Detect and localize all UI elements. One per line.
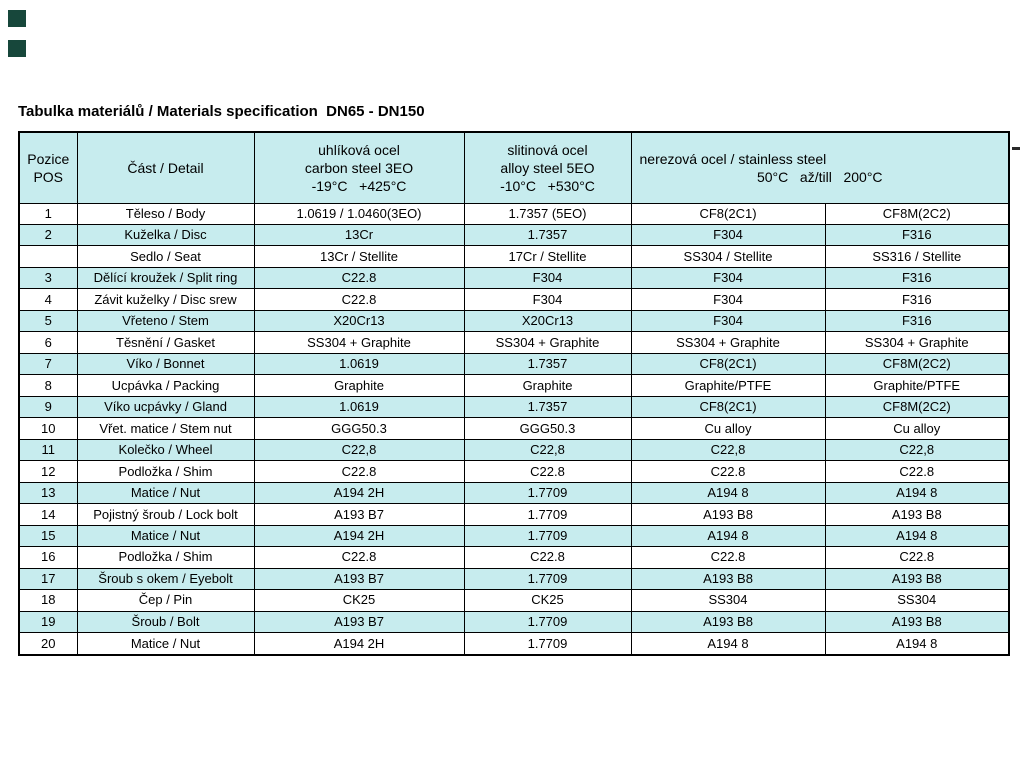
table-row	[19, 310, 1009, 331]
cell-stainless-cf8: C22.8	[631, 461, 825, 482]
column-header-stainless	[631, 132, 1009, 203]
cell-stainless-cf8: A194 8	[631, 633, 825, 655]
cell-pos: 1	[19, 203, 77, 224]
cell-stainless-cf8m: A194 8	[825, 482, 1009, 503]
table-row	[19, 375, 1009, 396]
cell-stainless-cf8m: SS316 / Stellite	[825, 246, 1009, 267]
cell-stainless-cf8m: A193 B8	[825, 568, 1009, 589]
cell-pos: 19	[19, 611, 77, 632]
cell-stainless-cf8: CF8(2C1)	[631, 396, 825, 417]
cell-alloy-steel: C22,8	[464, 439, 631, 460]
cell-pos: 10	[19, 418, 77, 439]
cell-pos: 9	[19, 396, 77, 417]
cell-alloy-steel: 17Cr / Stellite	[464, 246, 631, 267]
cell-stainless-cf8: F304	[631, 224, 825, 245]
table-row	[19, 396, 1009, 417]
cell-part: Těleso / Body	[77, 203, 254, 224]
cell-stainless-cf8m: F316	[825, 289, 1009, 310]
cell-stainless-cf8m: CF8M(2C2)	[825, 396, 1009, 417]
cell-stainless-cf8: SS304 + Graphite	[631, 332, 825, 353]
table-body	[19, 203, 1009, 655]
cell-carbon-steel: C22.8	[254, 461, 464, 482]
cell-stainless-cf8m: A194 8	[825, 633, 1009, 655]
cell-stainless-cf8m: CF8M(2C2)	[825, 203, 1009, 224]
cell-part: Závit kuželky / Disc srew	[77, 289, 254, 310]
column-header-pos	[19, 132, 77, 203]
cell-part: Podložka / Shim	[77, 461, 254, 482]
cell-part: Víko / Bonnet	[77, 353, 254, 374]
cell-part: Matice / Nut	[77, 525, 254, 546]
column-header-line: carbon steel 3EO	[304, 159, 414, 176]
table-row	[19, 482, 1009, 503]
cell-pos: 14	[19, 504, 77, 525]
cell-stainless-cf8: A193 B8	[631, 568, 825, 589]
table-row	[19, 611, 1009, 632]
cell-pos	[19, 246, 77, 267]
table-row	[19, 224, 1009, 245]
cell-pos: 2	[19, 224, 77, 245]
cell-part: Šroub / Bolt	[77, 611, 254, 632]
cell-stainless-cf8: C22,8	[631, 439, 825, 460]
column-header-line: -19°C +425°C	[311, 177, 407, 194]
cell-carbon-steel: C22.8	[254, 289, 464, 310]
table-row	[19, 332, 1009, 353]
cell-carbon-steel: 1.0619	[254, 396, 464, 417]
column-header-carbon	[254, 132, 464, 203]
cell-stainless-cf8: A194 8	[631, 482, 825, 503]
column-header-line: -10°C +530°C	[500, 177, 595, 194]
cell-pos: 6	[19, 332, 77, 353]
cell-pos: 17	[19, 568, 77, 589]
cell-stainless-cf8m: F316	[825, 224, 1009, 245]
cell-stainless-cf8: CF8(2C1)	[631, 203, 825, 224]
cell-carbon-steel: C22,8	[254, 439, 464, 460]
cell-part: Víko ucpávky / Gland	[77, 396, 254, 417]
cell-part: Čep / Pin	[77, 590, 254, 611]
cell-stainless-cf8: F304	[631, 289, 825, 310]
cell-stainless-cf8: SS304 / Stellite	[631, 246, 825, 267]
table-row	[19, 504, 1009, 525]
cell-part: Ucpávka / Packing	[77, 375, 254, 396]
cell-alloy-steel: F304	[464, 267, 631, 288]
table-row	[19, 439, 1009, 460]
cell-stainless-cf8m: A193 B8	[825, 611, 1009, 632]
cell-alloy-steel: C22.8	[464, 461, 631, 482]
cell-part: Dělící kroužek / Split ring	[77, 267, 254, 288]
column-header-line: nerezová ocel / stainless steel	[639, 150, 827, 167]
table-header	[19, 132, 1009, 203]
table-row	[19, 418, 1009, 439]
cell-alloy-steel: 1.7709	[464, 504, 631, 525]
scan-mark-square	[8, 40, 26, 57]
table-row	[19, 525, 1009, 546]
cell-stainless-cf8m: Cu alloy	[825, 418, 1009, 439]
cell-carbon-steel: A193 B7	[254, 568, 464, 589]
cell-alloy-steel: 1.7709	[464, 568, 631, 589]
cell-stainless-cf8m: C22.8	[825, 461, 1009, 482]
cell-part: Vřeteno / Stem	[77, 310, 254, 331]
materials-table	[18, 131, 1010, 656]
cell-pos: 7	[19, 353, 77, 374]
cell-stainless-cf8: A194 8	[631, 525, 825, 546]
table-row	[19, 267, 1009, 288]
cell-stainless-cf8: A193 B8	[631, 504, 825, 525]
cell-stainless-cf8m: C22.8	[825, 547, 1009, 568]
cell-alloy-steel: 1.7357 (5EO)	[464, 203, 631, 224]
cell-alloy-steel: 1.7357	[464, 353, 631, 374]
cell-alloy-steel: 1.7709	[464, 633, 631, 655]
table-row	[19, 590, 1009, 611]
table-row	[19, 461, 1009, 482]
column-header-line: alloy steel 5EO	[500, 159, 595, 176]
cell-part: Vřet. matice / Stem nut	[77, 418, 254, 439]
cell-alloy-steel: GGG50.3	[464, 418, 631, 439]
cell-stainless-cf8: Cu alloy	[631, 418, 825, 439]
cell-alloy-steel: C22.8	[464, 547, 631, 568]
cell-stainless-cf8m: CF8M(2C2)	[825, 353, 1009, 374]
cell-pos: 20	[19, 633, 77, 655]
cell-pos: 15	[19, 525, 77, 546]
cell-part: Kuželka / Disc	[77, 224, 254, 245]
table-row	[19, 568, 1009, 589]
cell-pos: 11	[19, 439, 77, 460]
column-header-line: Část / Detail	[127, 159, 204, 176]
cell-stainless-cf8m: F316	[825, 267, 1009, 288]
cell-part: Sedlo / Seat	[77, 246, 254, 267]
column-header-line: Pozice	[27, 150, 70, 167]
cell-alloy-steel: F304	[464, 289, 631, 310]
cell-part: Matice / Nut	[77, 482, 254, 503]
cell-stainless-cf8m: Graphite/PTFE	[825, 375, 1009, 396]
cell-stainless-cf8m: A194 8	[825, 525, 1009, 546]
cell-alloy-steel: X20Cr13	[464, 310, 631, 331]
edge-mark	[1012, 147, 1020, 150]
cell-alloy-steel: SS304 + Graphite	[464, 332, 631, 353]
cell-stainless-cf8: C22.8	[631, 547, 825, 568]
cell-stainless-cf8: F304	[631, 310, 825, 331]
cell-stainless-cf8: SS304	[631, 590, 825, 611]
column-header-alloy	[464, 132, 631, 203]
cell-alloy-steel: 1.7709	[464, 611, 631, 632]
cell-carbon-steel: C22.8	[254, 267, 464, 288]
cell-carbon-steel: A193 B7	[254, 611, 464, 632]
cell-alloy-steel: 1.7357	[464, 396, 631, 417]
cell-stainless-cf8: Graphite/PTFE	[631, 375, 825, 396]
cell-carbon-steel: GGG50.3	[254, 418, 464, 439]
cell-carbon-steel: A194 2H	[254, 633, 464, 655]
table-row	[19, 353, 1009, 374]
cell-stainless-cf8m: C22,8	[825, 439, 1009, 460]
cell-carbon-steel: A194 2H	[254, 525, 464, 546]
cell-part: Pojistný šroub / Lock bolt	[77, 504, 254, 525]
cell-carbon-steel: 1.0619	[254, 353, 464, 374]
cell-stainless-cf8: F304	[631, 267, 825, 288]
cell-carbon-steel: SS304 + Graphite	[254, 332, 464, 353]
cell-alloy-steel: Graphite	[464, 375, 631, 396]
cell-stainless-cf8: CF8(2C1)	[631, 353, 825, 374]
table-row	[19, 246, 1009, 267]
header-row	[19, 132, 1009, 203]
cell-carbon-steel: A193 B7	[254, 504, 464, 525]
cell-carbon-steel: Graphite	[254, 375, 464, 396]
table-row	[19, 203, 1009, 224]
cell-stainless-cf8m: A193 B8	[825, 504, 1009, 525]
table-row	[19, 289, 1009, 310]
cell-pos: 5	[19, 310, 77, 331]
cell-pos: 12	[19, 461, 77, 482]
cell-stainless-cf8m: SS304	[825, 590, 1009, 611]
cell-carbon-steel: 13Cr / Stellite	[254, 246, 464, 267]
cell-alloy-steel: 1.7709	[464, 482, 631, 503]
scan-mark-square	[8, 10, 26, 27]
cell-carbon-steel: C22.8	[254, 547, 464, 568]
cell-part: Šroub s okem / Eyebolt	[77, 568, 254, 589]
column-header-line: 50°C až/till 200°C	[756, 168, 883, 185]
cell-stainless-cf8m: F316	[825, 310, 1009, 331]
cell-stainless-cf8m: SS304 + Graphite	[825, 332, 1009, 353]
cell-part: Těsnění / Gasket	[77, 332, 254, 353]
cell-alloy-steel: 1.7357	[464, 224, 631, 245]
cell-stainless-cf8: A193 B8	[631, 611, 825, 632]
table-row	[19, 633, 1009, 655]
cell-alloy-steel: CK25	[464, 590, 631, 611]
cell-carbon-steel: 13Cr	[254, 224, 464, 245]
cell-pos: 4	[19, 289, 77, 310]
column-header-part	[77, 132, 254, 203]
cell-carbon-steel: A194 2H	[254, 482, 464, 503]
cell-carbon-steel: X20Cr13	[254, 310, 464, 331]
cell-carbon-steel: 1.0619 / 1.0460(3EO)	[254, 203, 464, 224]
column-header-line: uhlíková ocel	[318, 141, 400, 158]
cell-pos: 3	[19, 267, 77, 288]
cell-pos: 8	[19, 375, 77, 396]
cell-pos: 16	[19, 547, 77, 568]
cell-part: Podložka / Shim	[77, 547, 254, 568]
cell-part: Kolečko / Wheel	[77, 439, 254, 460]
cell-part: Matice / Nut	[77, 633, 254, 655]
cell-alloy-steel: 1.7709	[464, 525, 631, 546]
cell-carbon-steel: CK25	[254, 590, 464, 611]
cell-pos: 13	[19, 482, 77, 503]
table-row	[19, 547, 1009, 568]
column-header-line: slitinová ocel	[507, 141, 588, 158]
column-header-line: POS	[33, 168, 64, 185]
cell-pos: 18	[19, 590, 77, 611]
page-title: Tabulka materiálů / Materials specification DN65 - DN150	[18, 103, 425, 120]
